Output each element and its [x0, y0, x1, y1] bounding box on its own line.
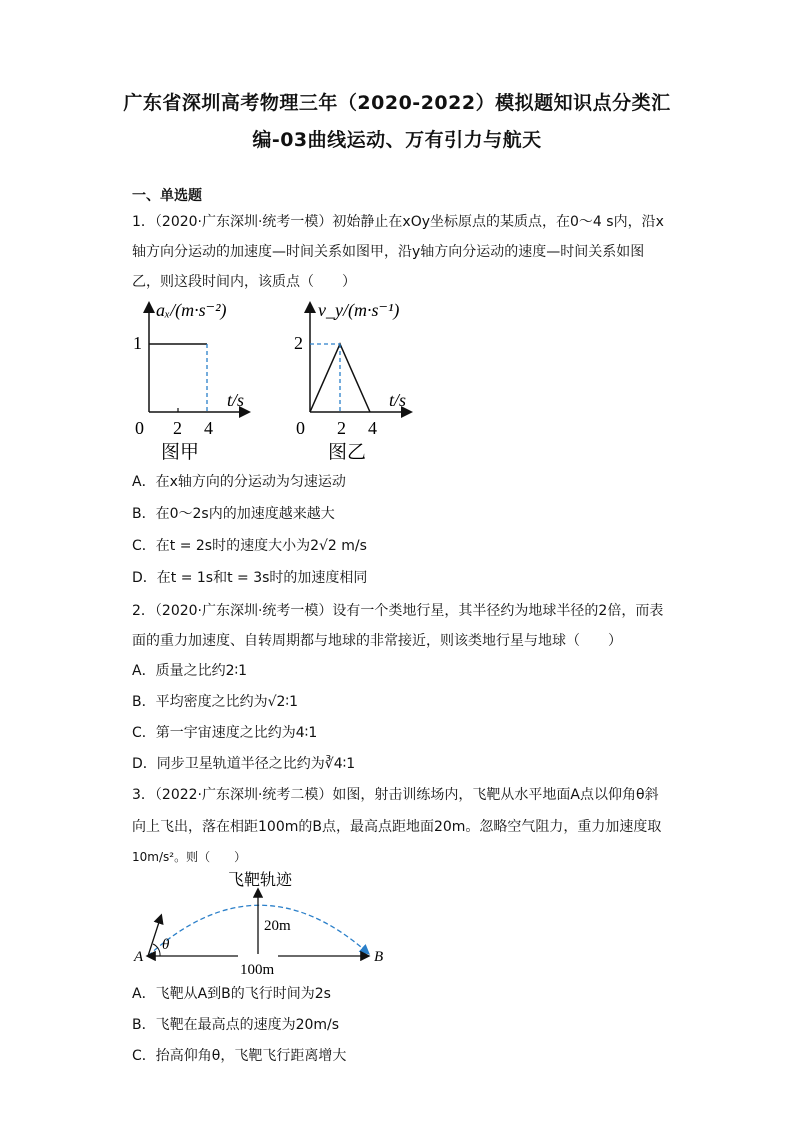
fig-b-x-tick-0: 0	[296, 418, 305, 438]
q1-option-a: A．在x轴方向的分运动为匀速运动	[132, 474, 346, 490]
fig-b-y-tick: 2	[294, 333, 303, 353]
q1-text-line-3: 乙，则这段时间内，该质点（ ）	[132, 274, 356, 290]
title-line-2: 编-03曲线运动、万有引力与航天	[252, 129, 542, 151]
q2-option-c: C．第一宇宙速度之比约为4∶1	[132, 725, 318, 741]
fig-b-caption: 图乙	[328, 442, 367, 463]
q1-option-c: C．在t = 2s时的速度大小为2√2 m/s	[132, 538, 367, 554]
angle-label: θ	[162, 937, 170, 953]
q3-option-b: B．飞靶在最高点的速度为20m/s	[132, 1017, 340, 1033]
fig-a-x-tick-4: 4	[204, 418, 213, 438]
q1-figure-b	[288, 296, 428, 466]
q2-option-a: A．质量之比约2∶1	[132, 663, 248, 679]
q2-text-line-2: 面的重力加速度、自转周期都与地球的非常接近，则该类地行星与地球（ ）	[132, 633, 622, 649]
fig-b-x-tick-4: 4	[368, 418, 377, 438]
q3-option-c: C．抬高仰角θ，飞靶飞行距离增大	[132, 1048, 347, 1064]
height-label: 20m	[264, 918, 291, 934]
title-line-1: 广东省深圳高考物理三年（2020-2022）模拟题知识点分类汇	[123, 92, 671, 114]
section-heading: 一、单选题	[132, 188, 202, 204]
q3-text-line-2: 向上飞出，落在相距100m的B点，最高点距地面20m。忽略空气阻力，重力加速度取	[132, 819, 662, 835]
q2-option-d: D．同步卫星轨道半径之比约为∛4∶1	[132, 756, 356, 772]
fig-a-x-label: t/s	[227, 390, 245, 410]
q1-text-line-2: 轴方向分运动的加速度—时间关系如图甲，沿y轴方向分运动的速度—时间关系如图	[132, 244, 645, 260]
trajectory-label: 飞靶轨迹	[228, 872, 293, 889]
fig-b-y-label: v_y/(m·s⁻¹)	[318, 300, 400, 320]
q1-option-b: B．在0～2s内的加速度越来越大	[132, 506, 335, 522]
q3-option-a: A．飞靶从A到B的飞行时间为2s	[132, 986, 331, 1002]
fig-a-y-tick: 1	[133, 333, 142, 353]
q2-text-line-1: 2．（2020·广东深圳·统考一模）设有一个类地行星，其半径约为地球半径的2倍，而表	[132, 603, 664, 619]
q1-text-line-1: 1．（2020·广东深圳·统考一模）初始静止在xOy坐标原点的某质点，在0～4 s内，沿x	[132, 214, 664, 230]
q2-option-b: B．平均密度之比约为√2∶1	[132, 694, 298, 710]
fig-a-caption: 图甲	[161, 442, 200, 463]
distance-label: 100m	[240, 962, 275, 978]
fig-b-x-label: t/s	[389, 390, 407, 410]
q3-text-line-3: 10m/s²。则（ ）	[132, 850, 247, 864]
q3-text-line-1: 3．（2022·广东深圳·统考二模）如图，射击训练场内，飞靶从水平地面A点以仰角θ斜	[132, 787, 659, 803]
point-a-label: A	[134, 949, 144, 965]
fig-b-x-tick-2: 2	[337, 418, 346, 438]
q1-figure-a	[128, 296, 268, 466]
q3-figure	[128, 868, 398, 978]
fig-a-y-label: aₓ/(m·s⁻²)	[156, 300, 227, 320]
point-b-label: B	[374, 949, 384, 965]
q1-option-d: D．在t = 1s和t = 3s时的加速度相同	[132, 570, 368, 586]
fig-a-x-tick-2: 2	[173, 418, 182, 438]
fig-a-x-tick-0: 0	[135, 418, 144, 438]
